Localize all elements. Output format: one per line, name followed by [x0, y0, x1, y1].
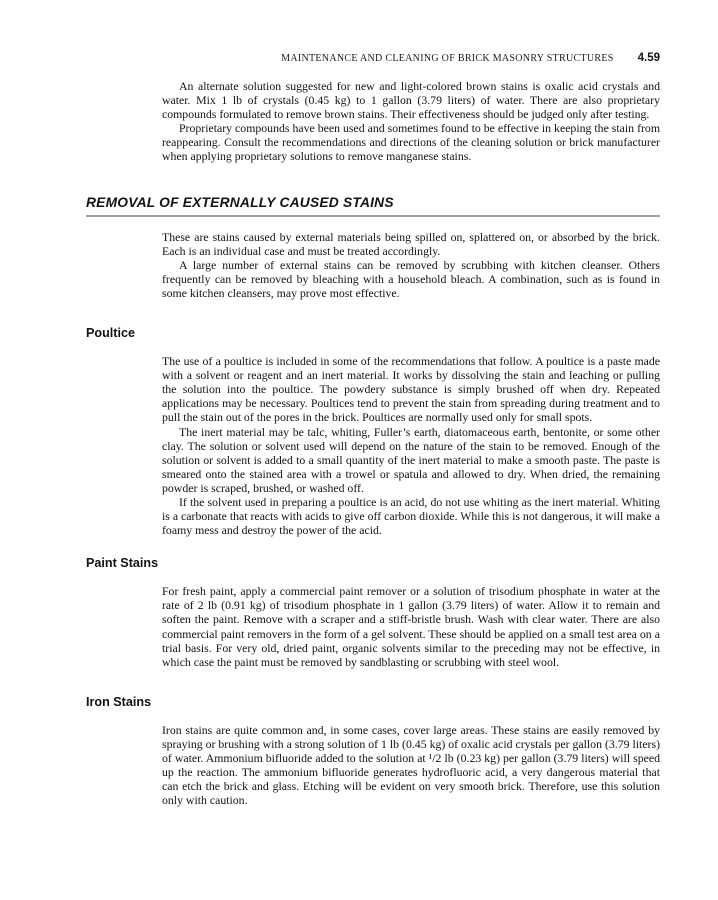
intro-block	[162, 79, 660, 164]
section-title: REMOVAL OF EXTERNALLY CAUSED STAINS	[86, 195, 660, 217]
subsection-poultice-body	[162, 354, 660, 537]
section-paragraph-2: A large number of external stains can be removed by scrubbing with kitchen cleanser. Others frequently can be removed by bleaching with a household bleach. A combination, such as is found in some kitchen cleansers, may prove most effective.	[162, 257, 660, 300]
intro-paragraph-2: Proprietary compounds have been used and sometimes found to be effective in keeping the stain from reappearing. Consult the recommendations and directions of the cleaning solution or brick manufacturer when applying proprietary solutions to remove manganese stains.	[162, 121, 660, 164]
poultice-paragraph-2: The inert material may be talc, whiting, Fuller’s earth, diatomaceous earth, bentonite, or some other clay. The solution or solvent used will depend on the nature of the stain to be removed. Enough of the solution or solvent is added to a small quantity of the inert material to make a smooth paste. The paste is smeared onto the stained area with a trowel or spatula and allowed to dry. When dried, the remaining powder is scraped, brushed, or washed off.	[162, 424, 660, 495]
section-removal-of-externally-caused-stains	[86, 195, 660, 808]
subsection-iron-stains	[86, 695, 660, 808]
paint-stains-paragraph-1: For fresh paint, apply a commercial paint remover or a solution of trisodium phosphate in water at the rate of 2 lb (0.91 kg) of trisodium phosphate in 1 gallon (3.79 liters) of water. Allow it to remain and soften the paint. Remove with a scraper and a stiff-bristle brush. Wash with clear water. There are also commercial paint removers in the form of a gel solvent. These should be applied on a small test area on a trial basis. For very old, dried paint, organic solvents similar to the preceding may not be effective, in which case the paint must be removed by sandblasting or scrubbing with steel wool.	[162, 584, 660, 669]
running-title: MAINTENANCE AND CLEANING OF BRICK MASONRY STRUCTURES	[281, 53, 614, 64]
subsection-paint-stains-body	[162, 584, 660, 669]
poultice-paragraph-1: The use of a poultice is included in some of the recommendations that follow. A poultice is a paste made with a solvent or reagent and an inert material. It works by dissolving the stain and leaching or pulling the solution into the poultice. The powdery substance is simply brushed off when dry. Repeated applications may be necessary. Poultices tend to prevent the stain from spreading during treatment and to pull the stain out of the pores in the brick. Poultices are normally used only for small spots.	[162, 354, 660, 425]
section-paragraph-1: These are stains caused by external materials being spilled on, splattered on, or absorbed by the brick. Each is an individual case and must be treated accordingly.	[162, 229, 660, 258]
section-intro-block	[162, 230, 660, 300]
iron-stains-paragraph-1: Iron stains are quite common and, in some cases, cover large areas. These stains are easily removed by spraying or brushing with a strong solution of 1 lb (0.45 kg) of oxalic acid crystals per gallon (3.79 liters) of water. Ammonium bifluoride added to the solution at ¹/2 lb (0.23 kg) per gallon (3.79 liters) will speed up the reaction. The ammonium bifluoride generates hydrofluoric acid, a very dangerous material that can etch the brick and glass. Etching will be evident on very smooth brick. Therefore, use this solution only with caution.	[162, 722, 660, 808]
running-header	[86, 52, 660, 64]
subsection-title-paint-stains: Paint Stains	[86, 556, 159, 571]
subsection-title-poultice: Poultice	[86, 326, 135, 341]
subsection-iron-stains-body	[162, 723, 660, 808]
page-number: 4.59	[637, 52, 660, 64]
subsection-paint-stains	[86, 556, 660, 669]
subsection-poultice	[86, 326, 660, 537]
subsection-title-iron-stains: Iron Stains	[86, 694, 152, 709]
intro-paragraph-1: An alternate solution suggested for new and light-colored brown stains is oxalic acid crystals and water. Mix 1 lb of crystals (0.45 kg) to 1 gallon (3.79 liters) of water. There are also proprietary compounds formulated to remove brown stains. Their effectiveness should be judged only after testing.	[162, 79, 660, 122]
poultice-paragraph-3: If the solvent used in preparing a poultice is an acid, do not use whiting as the inert material. Whiting is a carbonate that reacts with acids to give off carbon dioxide. While this is not dangerous, it will make a foamy mess and destroy the power of the acid.	[162, 494, 660, 538]
page-content	[86, 52, 660, 807]
